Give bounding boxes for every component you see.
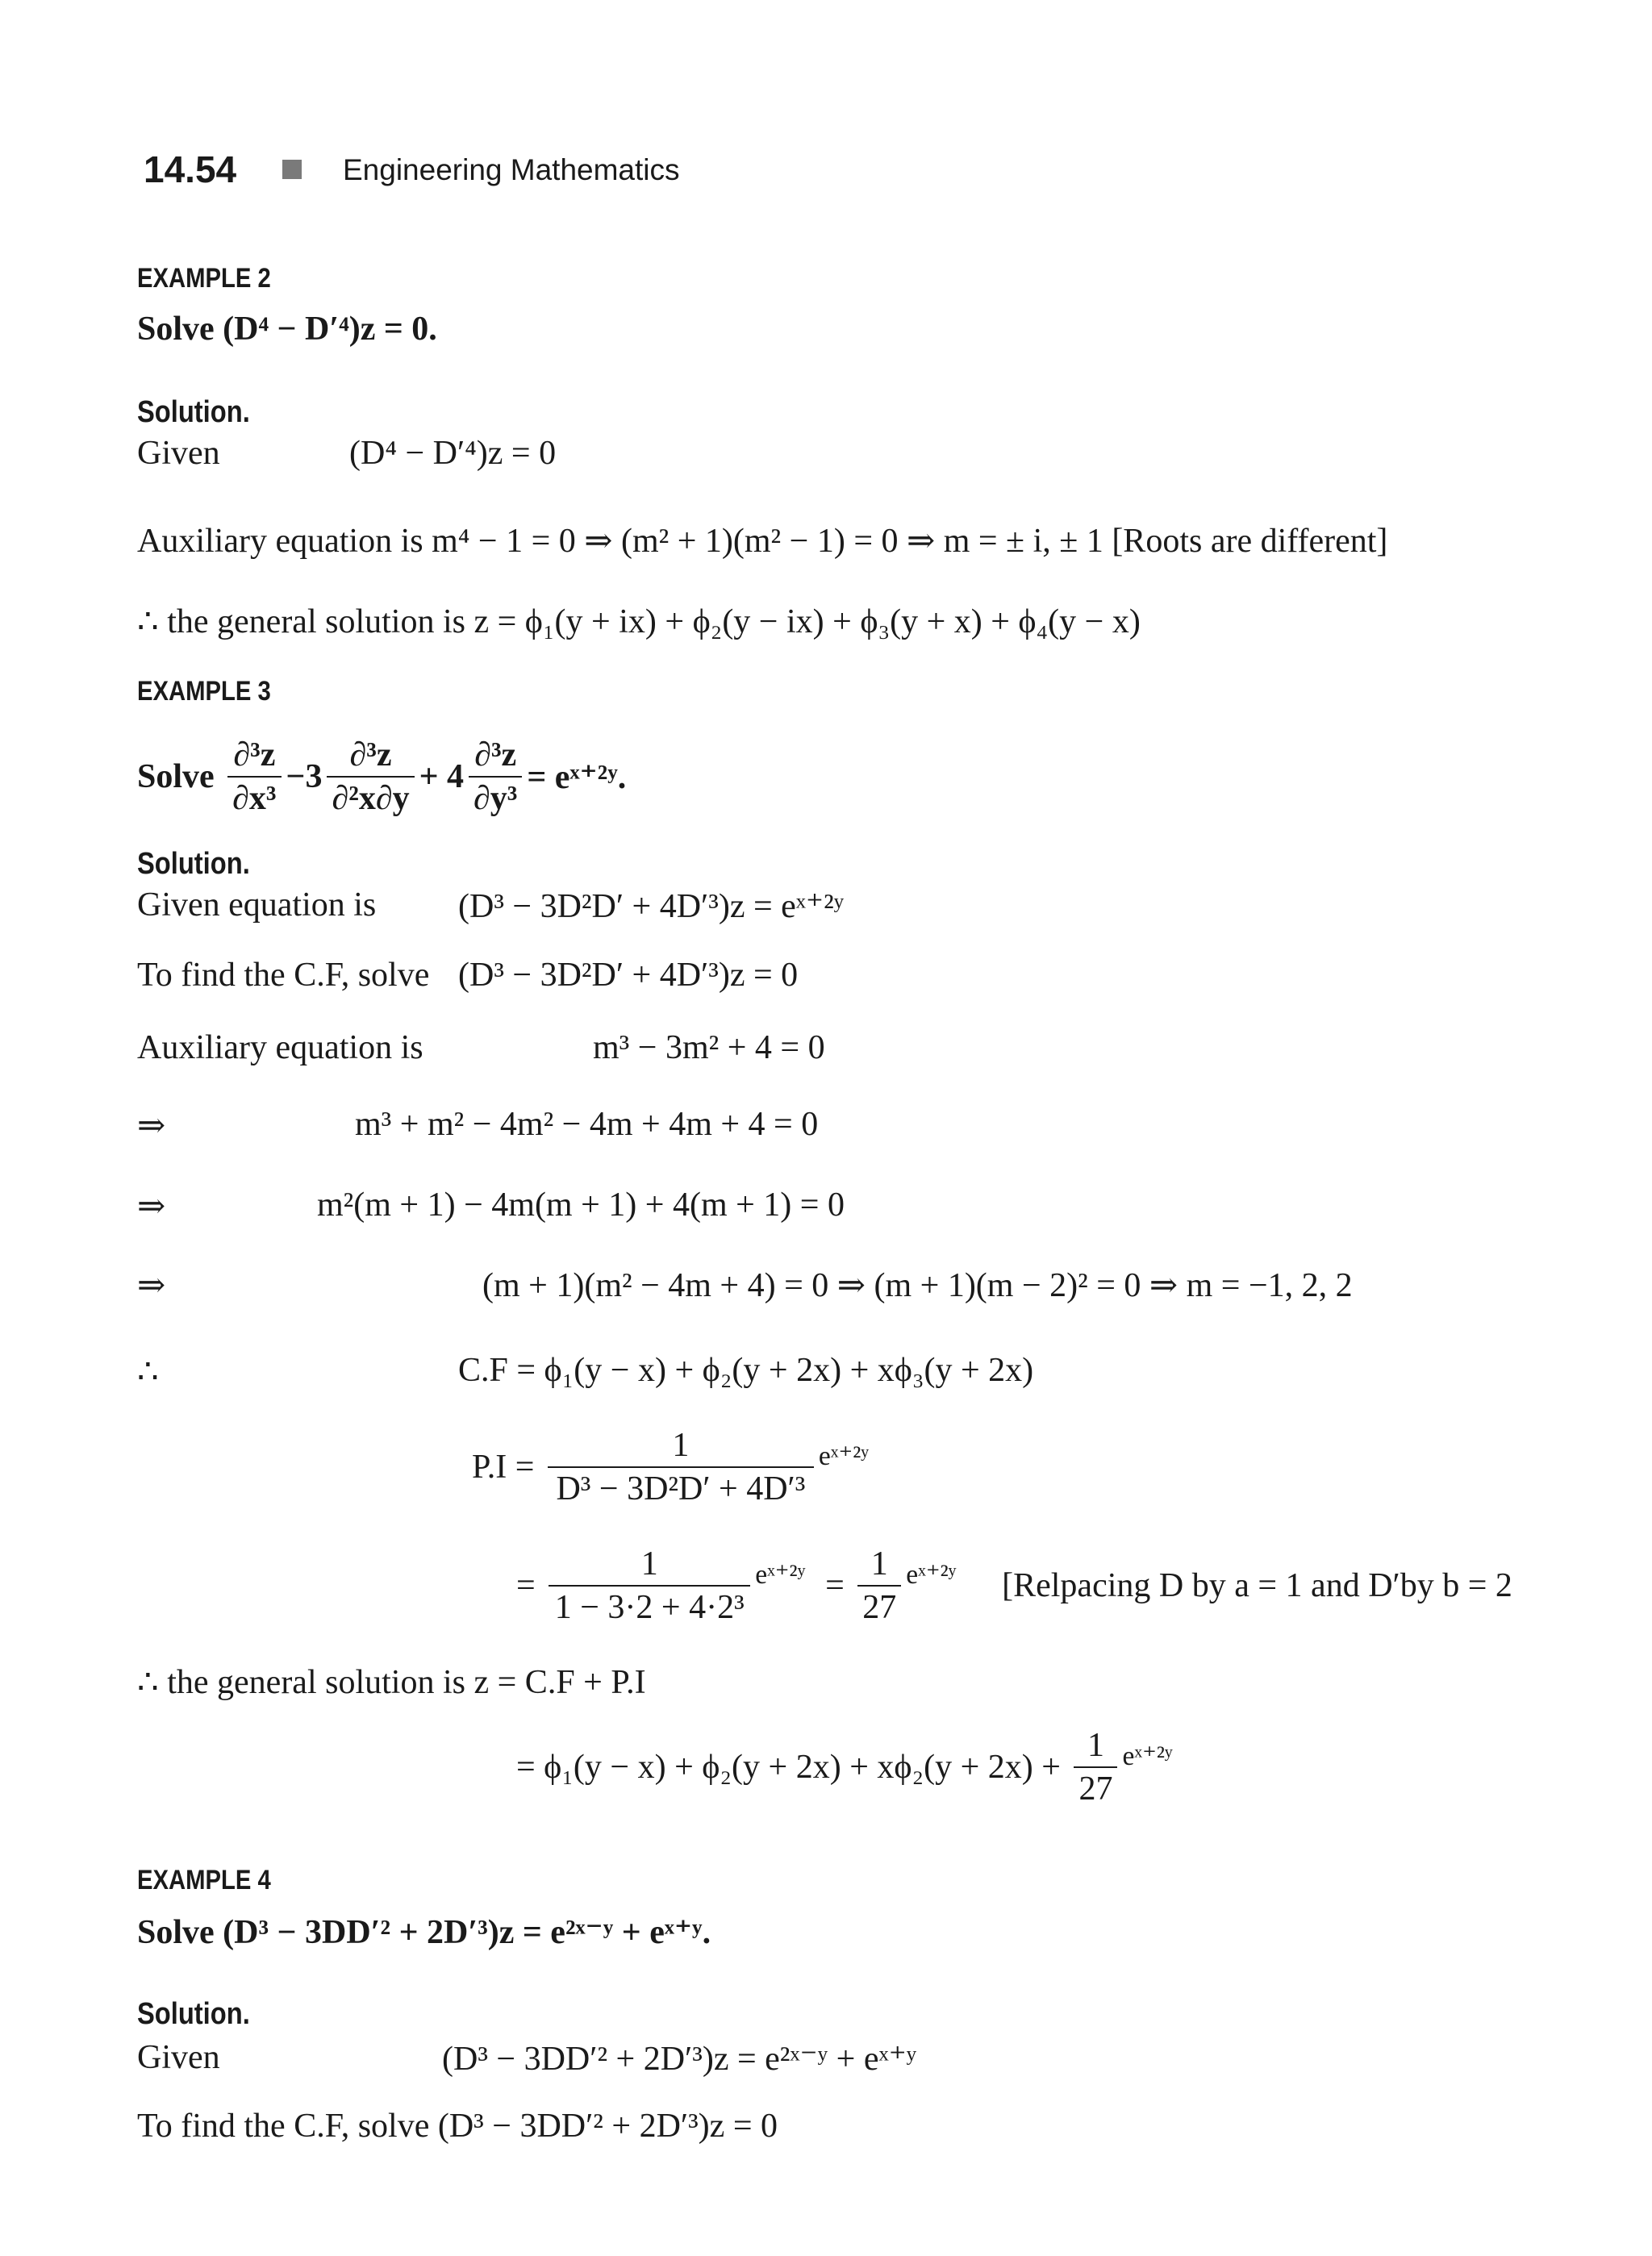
fraction-numerator: ∂³z [227, 736, 281, 778]
example-2-given-equation: (D⁴ − D′⁴)z = 0 [349, 435, 557, 472]
fraction-numerator: ∂³z [469, 736, 522, 778]
example-2-given-word: Given [137, 435, 220, 472]
example-3-given-text: Given equation is [137, 886, 377, 924]
example-3-cf-result: C.F = ϕ₁(y − x) + ϕ₂(y + 2x) + xϕ₃(y + 2x) [458, 1352, 1034, 1389]
equals-sign: = [825, 1567, 845, 1604]
example-4-statement: Solve (D³ − 3DD′² + 2D′³)z = e²ˣ⁻ʸ + eˣ⁺ʸ. [137, 1914, 711, 1951]
page-number: 14.54 [144, 148, 237, 190]
example-2-auxiliary-line: Auxiliary equation is m⁴ − 1 = 0 ⇒ (m² + 1)(m² − 1) = 0 ⇒ m = ± i, ± 1 [Roots are different] [137, 523, 1388, 560]
final-exponential: eˣ⁺²ʸ [1122, 1741, 1173, 1771]
example-4-label: EXAMPLE 4 [137, 1865, 271, 1895]
fraction-denominator: ∂x³ [232, 780, 277, 817]
result-denominator: 27 [862, 1589, 897, 1626]
final-numerator: 1 [1074, 1726, 1117, 1768]
example-4-solution-label: Solution. [137, 1997, 250, 2031]
equals-sign: = [516, 1567, 536, 1604]
example-3-cf-equation: (D³ − 3D²D′ + 4D′³)z = 0 [458, 957, 799, 994]
example-2-solution-label: Solution. [137, 395, 250, 429]
example-2-general-solution: ∴ the general solution is z = ϕ₁(y + ix) + ϕ₂(y − ix) + ϕ₃(y + x) + ϕ₄(y − x) [137, 603, 1141, 640]
implies-arrow: ⇒ [137, 1188, 166, 1225]
example-4-given-equation: (D³ − 3DD′² + 2D′³)z = e²ˣ⁻ʸ + eˣ⁺ʸ [442, 2041, 917, 2078]
pi-numerator: 1 [548, 1426, 814, 1468]
pi-lhs: P.I = [472, 1449, 535, 1486]
example-3-statement [137, 736, 626, 818]
example-3-cf-text: To find the C.F, solve [137, 957, 430, 994]
example-3-aux-equation: m³ − 3m² + 4 = 0 [593, 1029, 825, 1066]
final-main: = ϕ₁(y − x) + ϕ₂(y + 2x) + xϕ₂(y + 2x) + [516, 1749, 1061, 1786]
example-3-given-equation: (D³ − 3D²D′ + 4D′³)z = eˣ⁺²ʸ [458, 888, 845, 925]
result-numerator: 1 [857, 1545, 901, 1587]
equation-rhs: = eˣ⁺²ʸ. [527, 759, 627, 796]
operator: + 4 [419, 758, 465, 795]
example-4-given-word: Given [137, 2039, 220, 2076]
substitution-exponential: eˣ⁺²ʸ [755, 1560, 806, 1590]
fraction-denominator: ∂²x∂y [332, 780, 410, 817]
result-exponential: eˣ⁺²ʸ [906, 1560, 957, 1590]
example-3-aux-text: Auxiliary equation is [137, 1029, 423, 1066]
example-3-step-1: m³ + m² − 4m² − 4m + 4m + 4 = 0 [355, 1106, 819, 1143]
substitution-numerator: 1 [549, 1545, 750, 1587]
example-3-solution-label: Solution. [137, 847, 250, 881]
example-4-cf-line: To find the C.F, solve (D³ − 3DD′² + 2D′³)z = 0 [137, 2108, 778, 2145]
implies-arrow: ⇒ [137, 1267, 166, 1304]
example-3-final-solution [516, 1726, 1173, 1808]
running-title: Engineering Mathematics [343, 153, 680, 186]
substitution-denominator: 1 − 3·2 + 4·2³ [554, 1589, 745, 1626]
example-3-general-text: ∴ the general solution is z = C.F + P.I [137, 1664, 646, 1701]
example-2-label: EXAMPLE 2 [137, 263, 271, 294]
example-3-substitution-line [516, 1545, 1512, 1627]
header-square-marker [282, 160, 302, 179]
example-3-label: EXAMPLE 3 [137, 676, 271, 707]
example-3-pi-line [472, 1426, 869, 1508]
pi-exponential: eˣ⁺²ʸ [818, 1441, 870, 1471]
therefore-symbol: ∴ [137, 1353, 159, 1391]
solve-word: Solve [137, 758, 215, 795]
implies-arrow: ⇒ [137, 1107, 166, 1145]
example-3-step-3: (m + 1)(m² − 4m + 4) = 0 ⇒ (m + 1)(m − 2)² = 0 ⇒ m = −1, 2, 2 [482, 1267, 1353, 1304]
fraction-denominator: ∂y³ [473, 780, 518, 817]
example-3-step-2: m²(m + 1) − 4m(m + 1) + 4(m + 1) = 0 [317, 1186, 845, 1224]
final-denominator: 27 [1078, 1770, 1113, 1808]
example-2-statement: Solve (D⁴ − D′⁴)z = 0. [137, 311, 437, 348]
pi-denominator: D³ − 3D²D′ + 4D′³ [556, 1470, 806, 1507]
operator: −3 [286, 758, 323, 795]
fraction-numerator: ∂³z [327, 736, 414, 778]
replacement-note: [Relpacing D by a = 1 and D′by b = 2 [1002, 1567, 1512, 1604]
